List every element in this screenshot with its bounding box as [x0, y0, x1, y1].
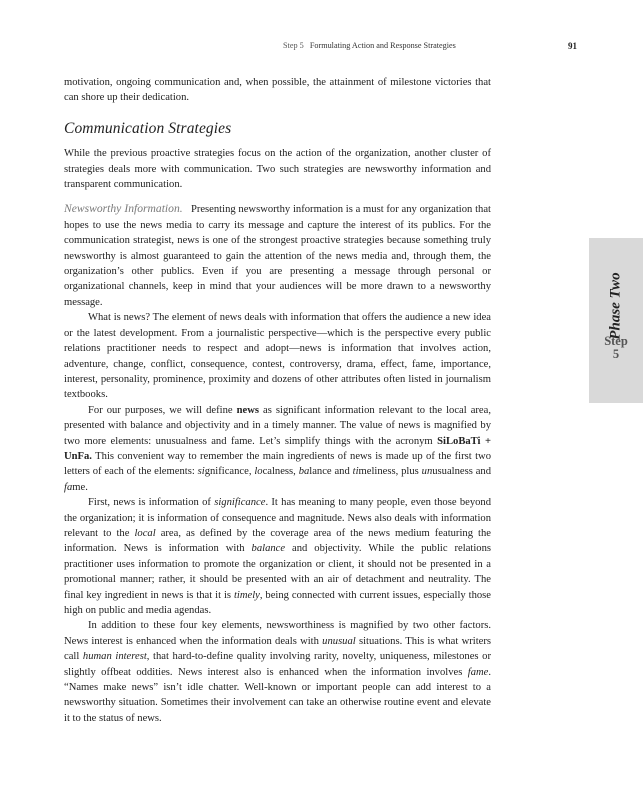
paragraph-purposes: For our purposes, we will define news as significant information relevant to the local area, presented with balance and objectivity and in a timely manner. The value of news is magnified by two more elements: unusualness and fame. Let’s simplify things with the acronym SiLoBaTi + UnFa. This convenient way to remember the main ingredients of news is made up of the first two letters of each of the elements: significance, localness, balance and timeliness, plus unusualness and fame.	[64, 404, 491, 493]
acronym: SiLoBaTi + UnFa.	[64, 435, 491, 462]
paragraph-addition: In addition to these four key elements, newsworthiness is magnified by two other factors. News interest is enhanced when the information deals with unusual situations. This is what writers call human interest, that hard-to-define quality involving rarity, novelty, uniqueness, milestones or slightly offbeat oddities. News interest also is enhanced when the information involves fame. “Names make news” isn’t idle chatter. Well-known or important people can add interest to a newsworthy situation. Sometimes their involvement can take an otherwise routine event and elevate it to the status of news.	[64, 620, 491, 724]
running-header	[283, 41, 491, 50]
paragraph-continued: motivation, ongoing communication and, when possible, the attainment of milestone victories that can shore up their dedication.	[64, 77, 491, 104]
paragraph-newsworthy	[64, 201, 491, 310]
side-tab-step-number: 5	[612, 347, 620, 361]
header-chapter-title: Formulating Action and Response Strategies	[309, 41, 456, 50]
paragraph-what-is-news: What is news? The element of news deals with information that offers the audience a new idea or the latest development. From a journalistic perspective—which is the perspective every public relations practitioner needs to respect and adopt—news is information that involves action, adventure, change, conflict, consequence, contest, controversy, drama, effect, fame, importance, interest, personality, prominence, proximity and dozens of other attributes often listed in journalism textbooks.	[64, 312, 491, 401]
newsworthy-text: Presenting newsworthy information is a must for any organization that hopes to use the news media to carry its message and capture the interest of its publics. For the communication strategist, news is one of the strongest proactive strategies because something truly newsworthy is almost guaranteed to gain the attention of the news media and, through them, the organization’s other publics. Even if you are presenting a message through personal or organizational channels, keep in mind that your audiences will be more drawn to a newsworthy message.	[64, 204, 491, 308]
side-tab-step-word: Step	[604, 334, 628, 348]
page-body	[64, 75, 491, 726]
side-tab-step	[589, 335, 643, 361]
page-number: 91	[568, 41, 577, 51]
section-heading: Communication Strategies	[64, 119, 232, 137]
paragraph-first: First, news is information of significance. It has meaning to many people, even those beyond the organization; it is information of consequence and magnitude. News also deals with information relevant to the local area, as defined by the coverage area of the news medium featuring the information. News is information with balance and objectivity. While the public relations practitioner uses information to promote the organization or client, it should not be presented in a promotional manner; rather, it should be presented with an air of detachment and neutrality. The final key ingredient in news is that it is timely, being connected with current issues, especially those high on public and media agendas.	[64, 497, 492, 616]
news-term: news	[236, 404, 260, 416]
paragraph-intro: While the previous proactive strategies focus on the action of the organization, another cluster of strategies deals more with communication. Two such strategies are newsworthy information and transparent communication.	[64, 148, 491, 191]
runin-heading: Newsworthy Information.	[64, 202, 183, 216]
phase-side-tab	[589, 238, 643, 403]
header-step-label: Step 5	[283, 41, 304, 50]
side-tab-phase: Phase Two	[607, 272, 624, 340]
